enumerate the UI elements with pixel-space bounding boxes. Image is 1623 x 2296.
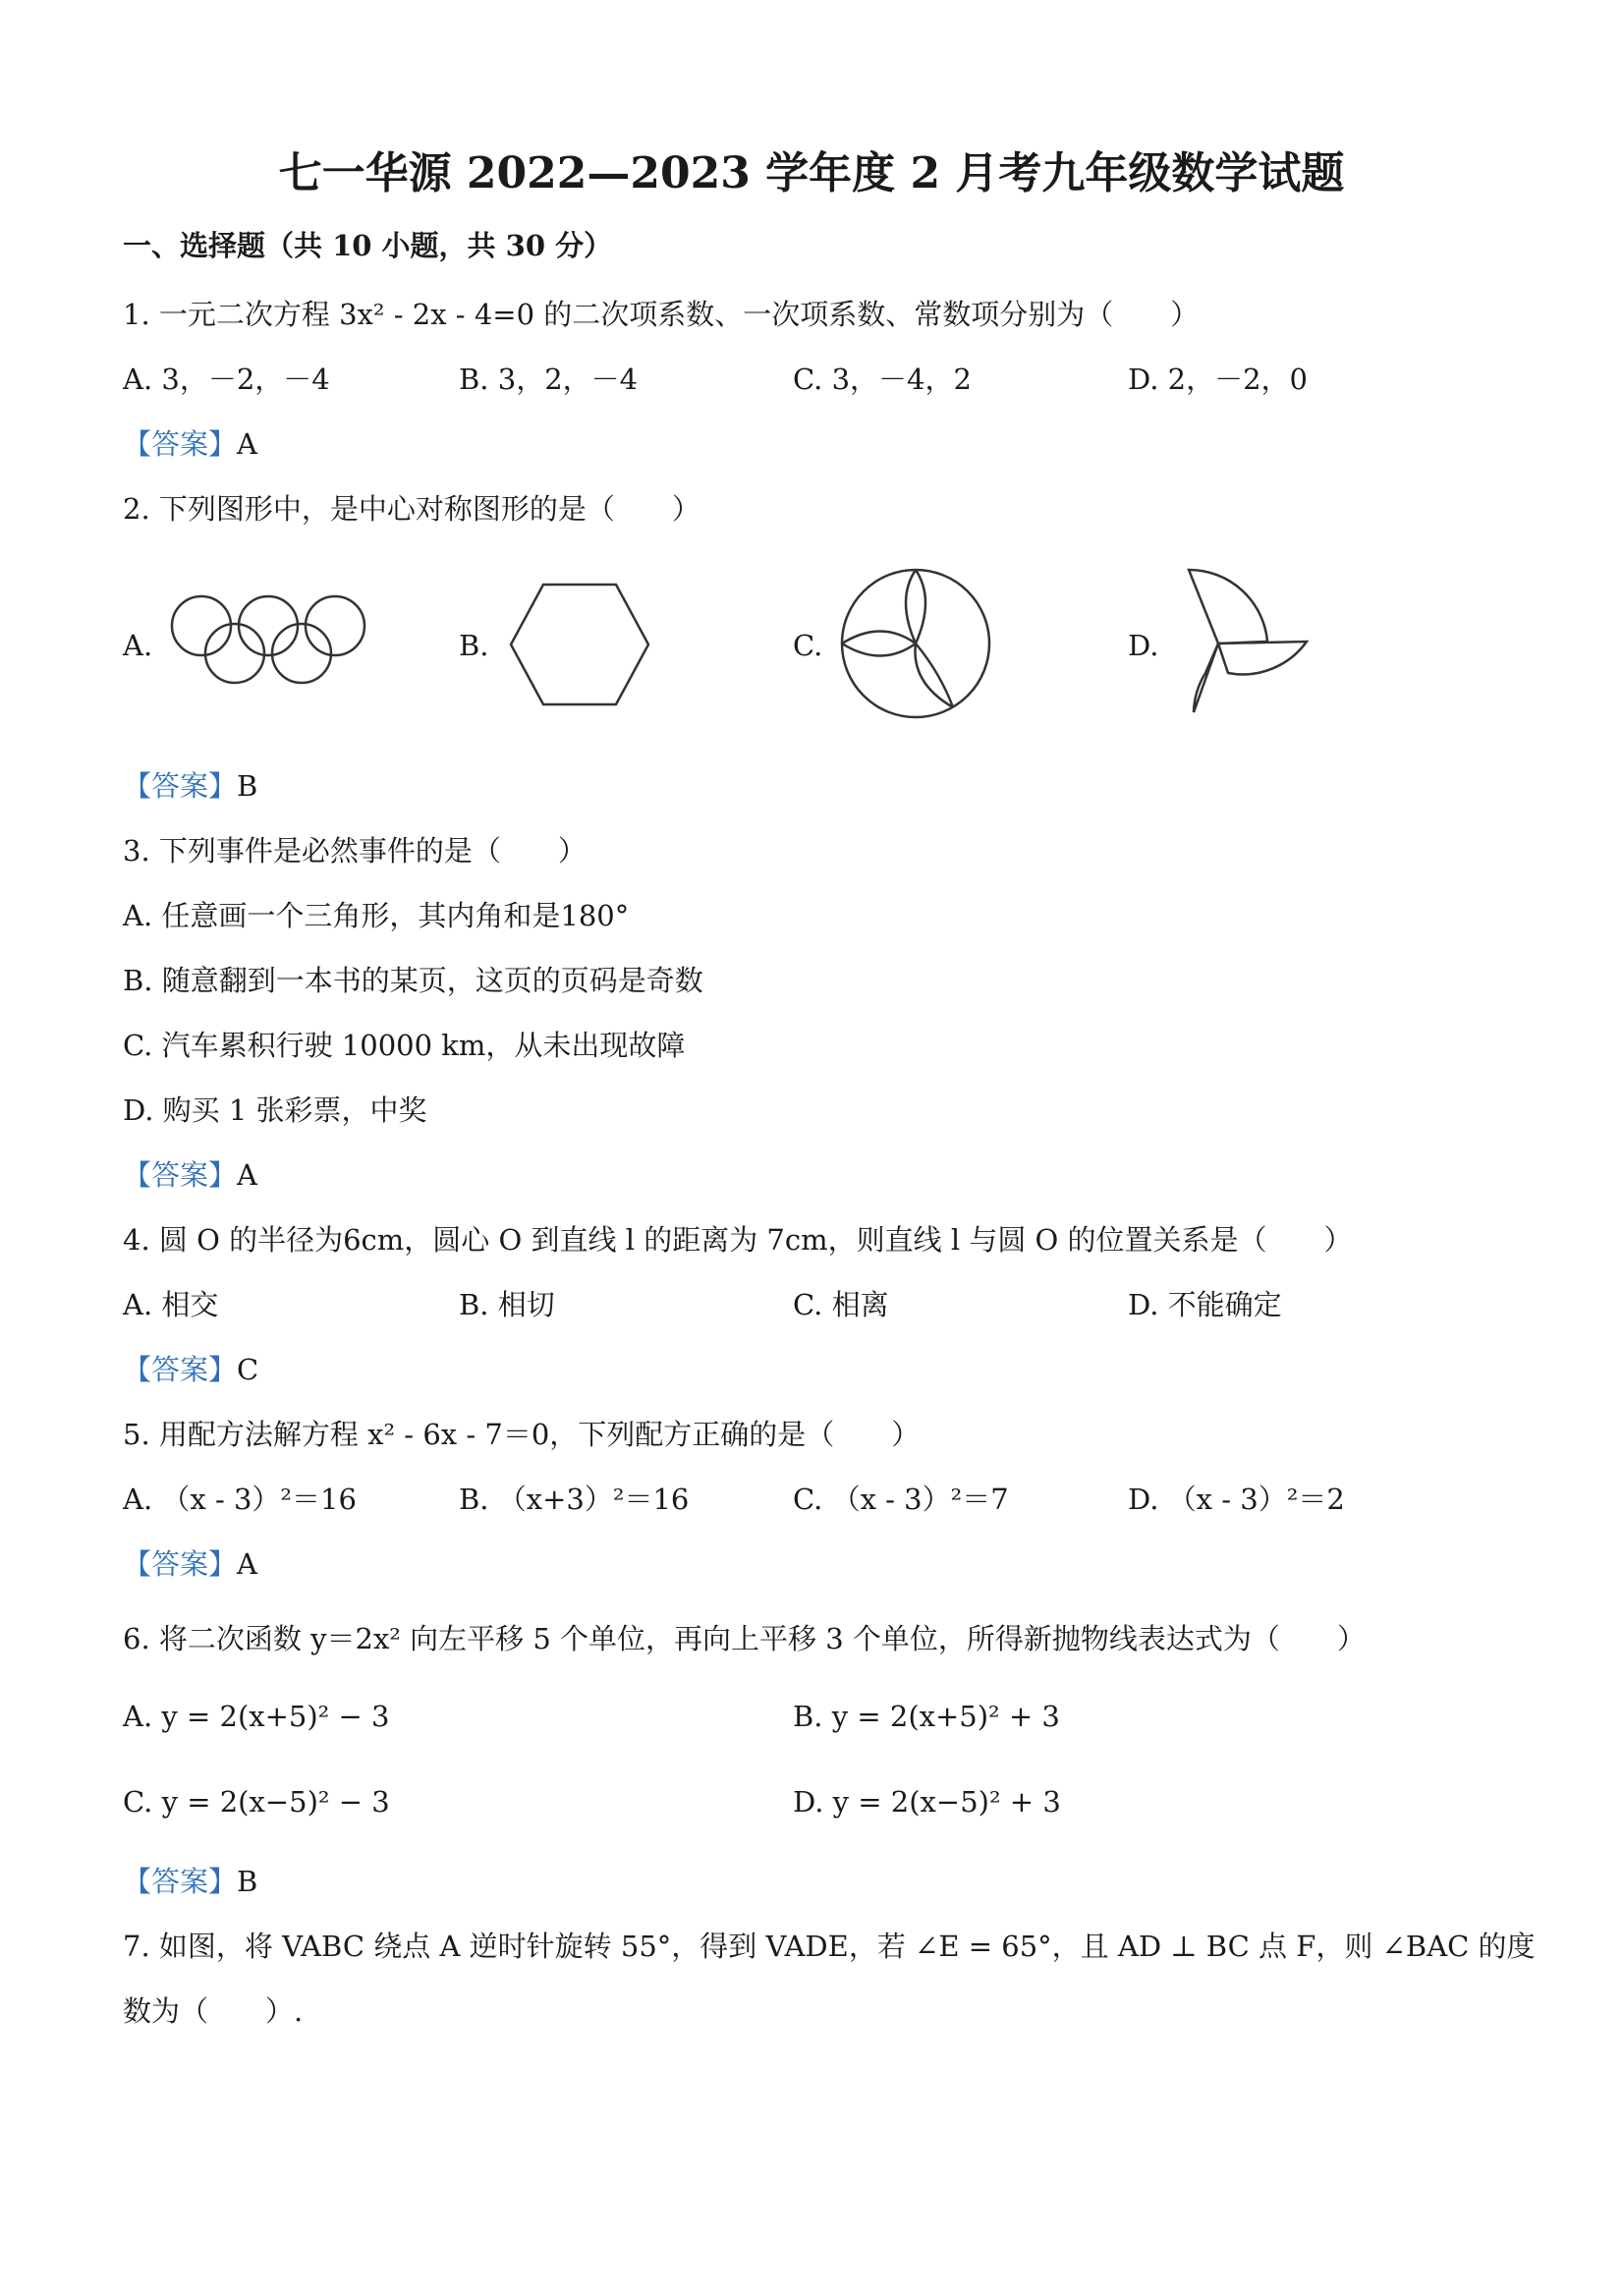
sector-3 [1194, 644, 1218, 712]
q1-answer [123, 422, 257, 463]
question-3-stem: 3. 下列事件是必然事件的是（ ） [123, 834, 587, 868]
q6-option-a: A. y = 2(x+5)² − 3 [123, 1700, 390, 1733]
petal-arc-1 [906, 570, 916, 644]
q3-option-a: A. 任意画一个三角形，其内角和是180° [123, 899, 630, 932]
q2-answer [123, 764, 257, 805]
q2-option-d: D. [1128, 629, 1159, 662]
hexagon-shape [511, 585, 648, 704]
q3-option-c: C. 汽车累积行驶 10000 km，从未出现故障 [123, 1029, 686, 1062]
answer-tag: 【答案】 [123, 427, 238, 461]
question-4-stem: 4. 圆 O 的半径为6cm，圆心 O 到直线 l 的距离为 7cm，则直线 l 与圆 O 的位置关系是（ ） [123, 1223, 1353, 1257]
sector-1 [1189, 570, 1267, 644]
answer-tag: 【答案】 [123, 1865, 238, 1898]
q1-answer-value: A [237, 427, 257, 461]
q1-option-a: A. 3，－2，－4 [123, 363, 330, 396]
q2-option-a: A. [123, 629, 153, 662]
q5-option-b: B. （x+3）²＝16 [459, 1483, 690, 1516]
q5-option-a: A. （x - 3）²＝16 [123, 1483, 357, 1516]
q5-answer [123, 1542, 257, 1583]
answer-tag: 【答案】 [123, 769, 238, 803]
pinwheel-sectors-figure [1174, 565, 1316, 717]
q5-answer-value: A [237, 1547, 257, 1581]
q2-answer-value: B [237, 769, 258, 803]
q4-option-a: A. 相交 [123, 1288, 219, 1321]
q3-answer [123, 1153, 257, 1194]
q1-option-b: B. 3，2，－4 [459, 363, 639, 396]
q5-option-d: D. （x - 3）²＝2 [1128, 1483, 1345, 1516]
q6-option-d: D. y = 2(x−5)² + 3 [793, 1785, 1061, 1819]
q6-answer [123, 1860, 257, 1900]
question-7-stem-line-2: 数为（ ）. [123, 1994, 304, 2028]
q1-option-c: C. 3，－4，2 [793, 363, 972, 396]
q6-option-c: C. y = 2(x−5)² − 3 [123, 1785, 390, 1819]
q4-option-d: D. 不能确定 [1128, 1288, 1282, 1321]
petal-arc-4 [842, 644, 916, 656]
question-7-stem-line-1: 7. 如图，将 VABC 绕点 A 逆时针旋转 55°，得到 VADE，若 ∠E = 65°，且 AD ⊥ BC 点 F，则 ∠BAC 的度 [123, 1930, 1536, 1963]
q4-answer [123, 1348, 258, 1388]
exam-title: 七一华源 2022—2023 学年度 2 月考九年级数学试题 [278, 148, 1345, 198]
q3-answer-value: A [237, 1158, 257, 1192]
q4-option-b: B. 相切 [459, 1288, 555, 1321]
question-6-stem: 6. 将二次函数 y＝2x² 向左平移 5 个单位，再向上平移 3 个单位，所得新抛物线表达式为（ ） [123, 1622, 1366, 1655]
petal-arc-2 [916, 570, 925, 644]
question-5-stem: 5. 用配方法解方程 x² - 6x - 7＝0，下列配方正确的是（ ） [123, 1418, 921, 1451]
q5-option-c: C. （x - 3）²＝7 [793, 1483, 1009, 1516]
answer-tag: 【答案】 [123, 1158, 238, 1192]
q4-answer-value: C [237, 1353, 259, 1386]
q3-option-b: B. 随意翻到一本书的某页，这页的页码是奇数 [123, 964, 703, 997]
question-2-stem: 2. 下列图形中，是中心对称图形的是（ ） [123, 492, 700, 526]
petal-arc-3 [842, 632, 916, 644]
q6-option-b: B. y = 2(x+5)² + 3 [793, 1700, 1060, 1733]
circle-petals-figure [837, 565, 994, 722]
q3-option-d: D. 购买 1 张彩票，中奖 [123, 1093, 427, 1127]
section-heading: 一、选择题（共 10 小题，共 30 分） [123, 229, 613, 262]
q2-option-c: C. [793, 629, 823, 662]
hexagon-figure [506, 580, 653, 712]
answer-tag: 【答案】 [123, 1353, 238, 1386]
q6-answer-value: B [237, 1865, 258, 1898]
answer-tag: 【答案】 [123, 1547, 238, 1581]
q2-option-b: B. [459, 629, 489, 662]
sector-2 [1218, 642, 1307, 674]
question-1-stem: 1. 一元二次方程 3x² - 2x - 4=0 的二次项系数、一次项系数、常数项分别为（ ） [123, 298, 1200, 331]
petal-arc-6 [915, 644, 953, 707]
q1-option-d: D. 2，－2，0 [1128, 363, 1309, 396]
q4-option-c: C. 相离 [793, 1288, 889, 1321]
olympic-rings-figure [162, 585, 383, 693]
